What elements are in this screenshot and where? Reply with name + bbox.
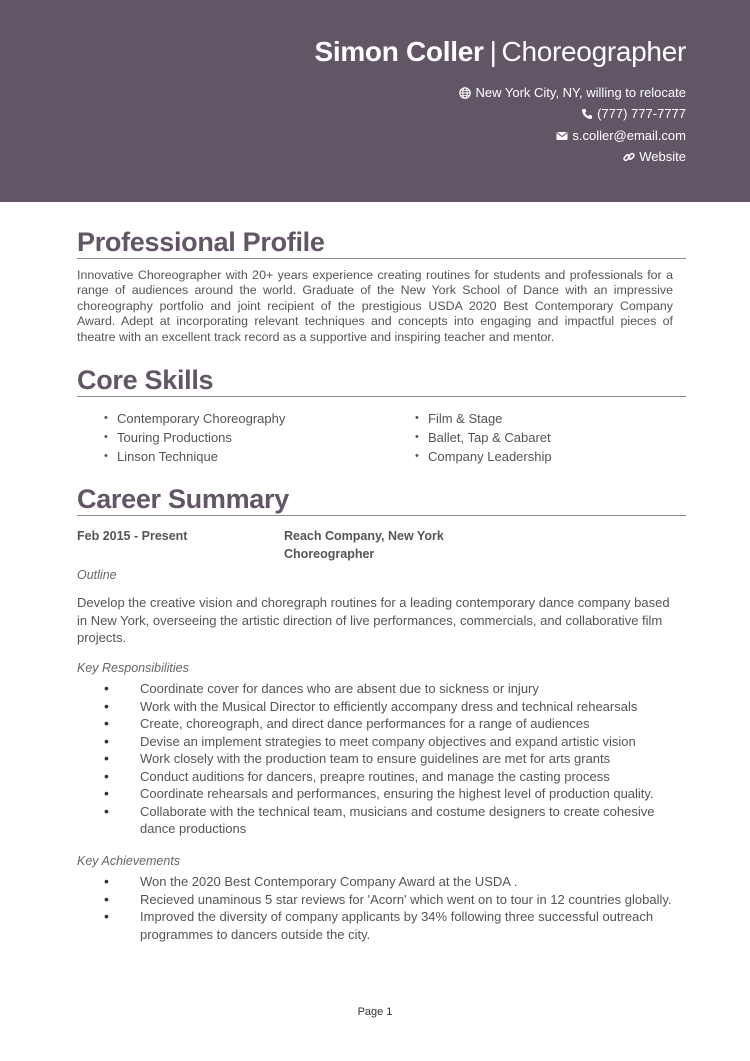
resume-name-title xyxy=(314,36,686,68)
phone-text: (777) 777-7777 xyxy=(597,106,686,121)
contact-location xyxy=(459,85,686,100)
profile-text: Innovative Choreographer with 20+ years experience creating routines for students and professionals for a range of audiences around the world. Graduate of the New York School of Dance with an impressive choreography portfolio and joint recipient of the prestigious USDA 2020 Best Contemporary Company Award. Adept at incorporating relevant techniques and concepts into engaging and impactful pieces of theatre with an excellent track record as a supportive and inspiring teacher and mentor. xyxy=(77,268,673,344)
list-item: • Collaborate with the technical team, musicians and costume designers to create cohesive dance productions xyxy=(140,803,686,838)
candidate-name: Simon Coller xyxy=(314,36,484,67)
skill-item: • Ballet, Tap & Cabaret xyxy=(415,428,552,447)
name-separator: | xyxy=(489,36,497,67)
job-role: Choreographer xyxy=(284,547,375,561)
skill-item: • Touring Productions xyxy=(104,428,285,447)
job-title: Choreographer xyxy=(501,36,686,67)
envelope-icon xyxy=(556,130,568,142)
contact-email[interactable] xyxy=(556,128,686,143)
list-item: • Recieved unaminous 5 star reviews for 'Acorn' which went on to tour in 12 countries globally. xyxy=(140,891,686,909)
website-link[interactable]: Website xyxy=(639,149,686,164)
skills-list-left xyxy=(104,409,285,466)
job-date: Feb 2015 - Present xyxy=(77,529,188,543)
job-company: Reach Company, New York xyxy=(284,529,444,543)
skill-item: • Film & Stage xyxy=(415,409,552,428)
outline-label: Outline xyxy=(77,568,117,582)
resume-header xyxy=(0,0,750,202)
section-title-skills: Core Skills xyxy=(77,364,686,397)
list-item: • Work with the Musical Director to efficiently accompany dress and technical rehearsals xyxy=(140,698,686,716)
page-number: Page 1 xyxy=(357,1006,393,1018)
list-item: • Create, choreograph, and direct dance performances for a range of audiences xyxy=(140,715,686,733)
skills-list-right xyxy=(415,409,552,466)
contact-website[interactable] xyxy=(623,149,686,164)
skill-item: • Linson Technique xyxy=(104,447,285,466)
section-title-profile: Professional Profile xyxy=(77,226,686,259)
section-title-career: Career Summary xyxy=(77,483,686,516)
list-item: • Devise an implement strategies to meet company objectives and expand artistic vision xyxy=(140,733,686,751)
responsibilities-label: Key Responsibilities xyxy=(77,661,189,675)
skill-item: • Company Leadership xyxy=(415,447,552,466)
achievements-list xyxy=(140,873,686,943)
responsibilities-list xyxy=(140,680,686,838)
list-item: • Coordinate rehearsals and performances, ensuring the highest level of production quality. xyxy=(140,785,686,803)
link-icon xyxy=(623,151,635,163)
achievements-label: Key Achievements xyxy=(77,854,181,868)
globe-icon xyxy=(459,87,471,99)
skill-item: • Contemporary Choreography xyxy=(104,409,285,428)
list-item: • Won the 2020 Best Contemporary Company Award at the USDA . xyxy=(140,873,686,891)
list-item: • Improved the diversity of company applicants by 34% following three successful outreach programmes to dancers outside the city. xyxy=(140,908,686,943)
list-item: • Coordinate cover for dances who are absent due to sickness or injury xyxy=(140,680,686,698)
outline-text: Develop the creative vision and choregraph routines for a leading contemporary dance company based in New York, overseeing the artistic direction of live performances, commercials, and collaborative film projects. xyxy=(77,595,670,645)
location-text: New York City, NY, willing to relocate xyxy=(475,85,686,100)
phone-icon xyxy=(581,108,593,120)
contact-phone xyxy=(581,106,686,121)
list-item: • Conduct auditions for dancers, preapre routines, and manage the casting process xyxy=(140,768,686,786)
list-item: • Work closely with the production team to ensure guidelines are met for arts grants xyxy=(140,750,686,768)
email-link[interactable]: s.coller@email.com xyxy=(572,128,686,143)
